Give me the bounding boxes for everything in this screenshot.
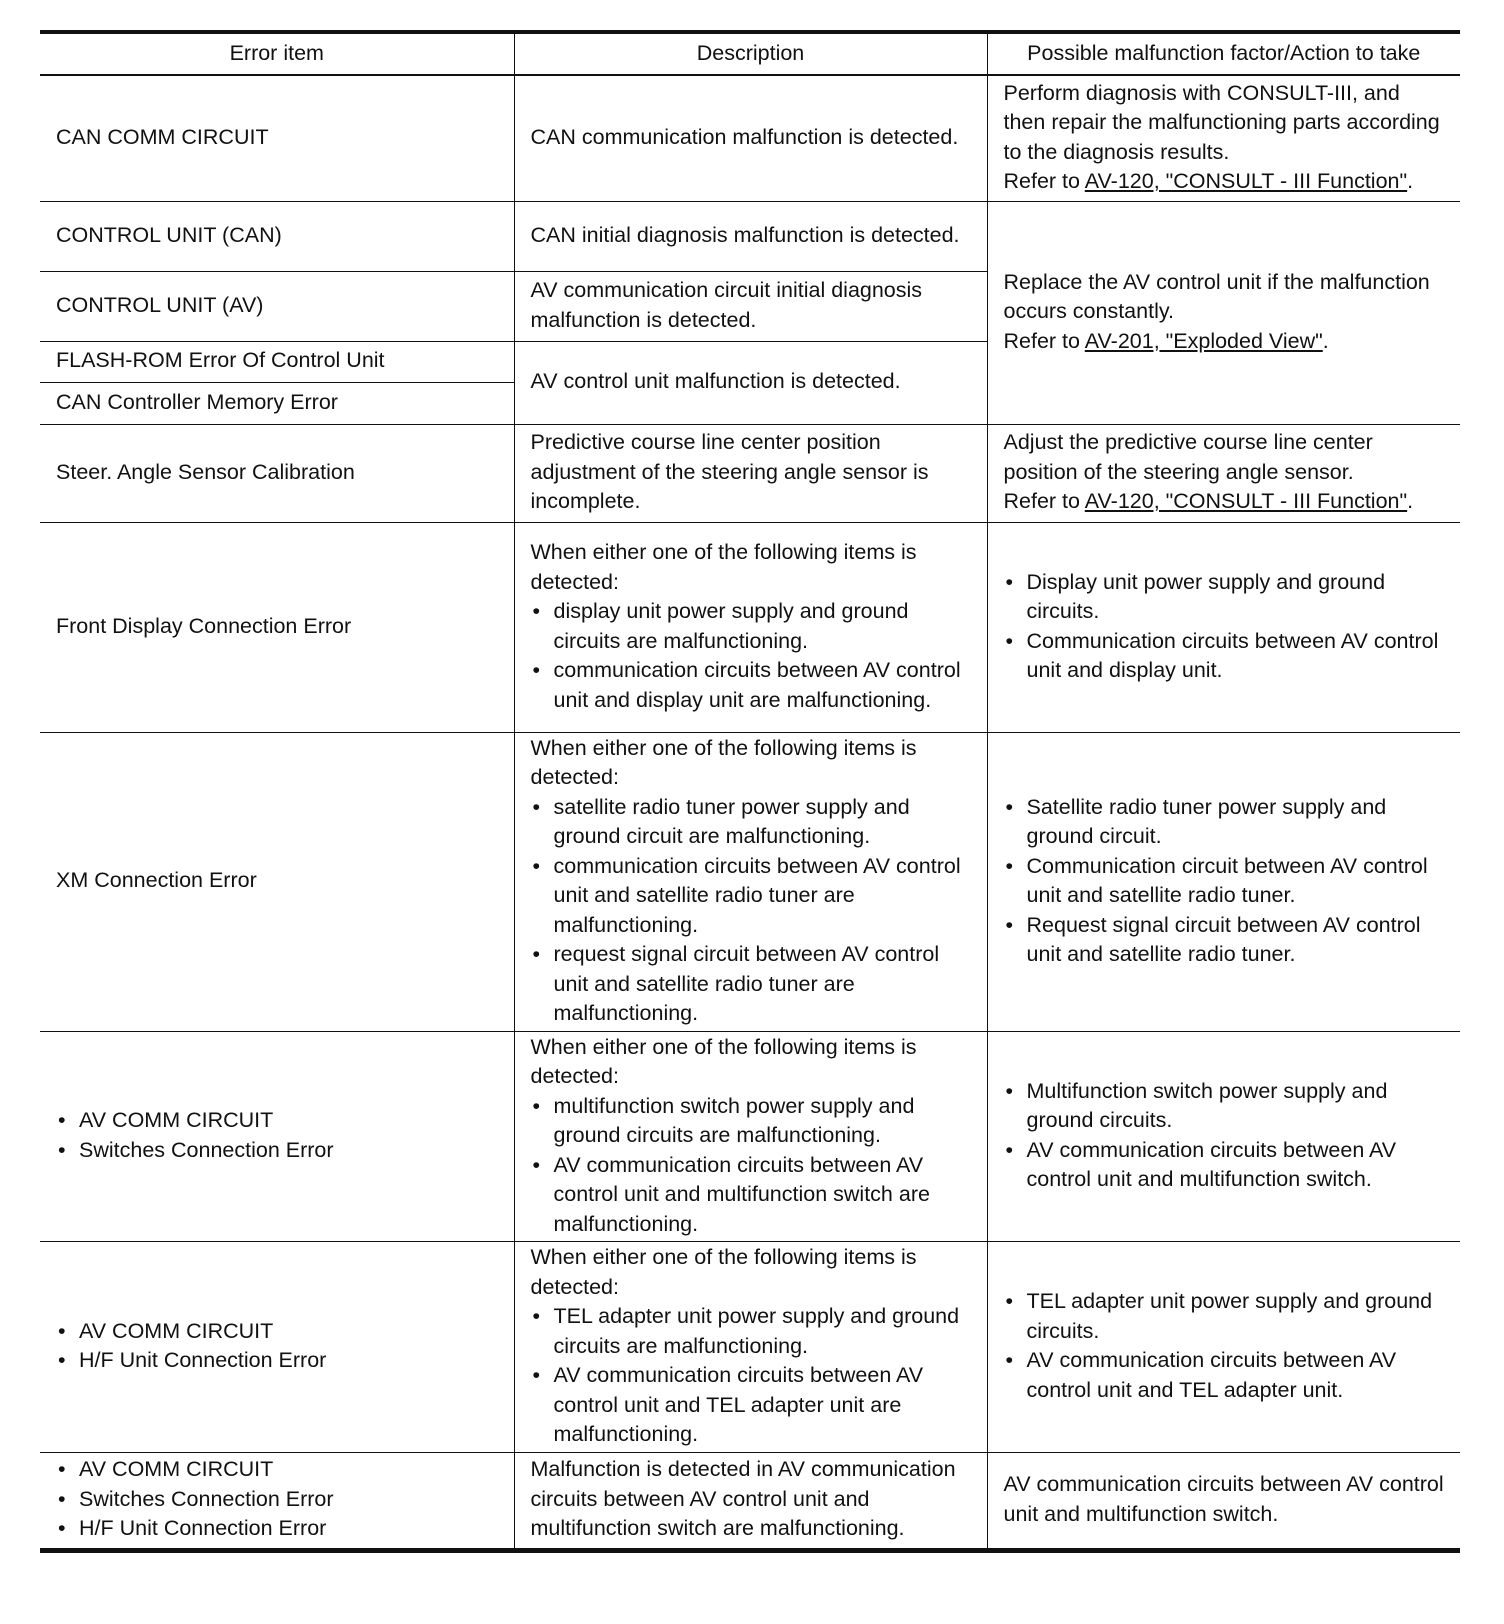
description-bullets — [531, 1302, 971, 1450]
description-cell — [514, 522, 987, 732]
list-item: • TEL adapter unit power supply and ground circuits are malfunctioning. — [531, 1302, 971, 1361]
error-item-table — [40, 30, 1460, 1553]
error-item-cell: CONTROL UNIT (AV) — [40, 271, 514, 341]
action-bullets — [1004, 793, 1445, 970]
list-item: • Switches Connection Error — [56, 1485, 498, 1515]
refer-prefix: Refer to — [1003, 328, 1085, 353]
action-cell — [987, 201, 1460, 424]
description-intro: When either one of the following items is detected: — [530, 540, 917, 594]
list-item: • AV communication circuits between AV control unit and multifunction switch are malfunctioning. — [531, 1151, 971, 1240]
refer-suffix: . — [1407, 489, 1414, 514]
list-item: • communication circuits between AV control unit and display unit are malfunctioning. — [531, 656, 971, 715]
error-item-cell — [40, 1452, 514, 1550]
table-row — [40, 1452, 1460, 1550]
table-row — [40, 732, 1460, 1031]
table-header-row — [40, 32, 1460, 75]
description-cell: AV communication circuit initial diagnosis malfunction is detected. — [514, 271, 987, 341]
list-item: • satellite radio tuner power supply and ground circuit are malfunctioning. — [531, 793, 971, 852]
table-row — [40, 1242, 1460, 1453]
list-item: • H/F Unit Connection Error — [56, 1514, 498, 1544]
table-row — [40, 522, 1460, 732]
description-bullets — [531, 1092, 971, 1240]
list-item: • Satellite radio tuner power supply and ground circuit. — [1004, 793, 1445, 852]
list-item: • Switches Connection Error — [56, 1136, 498, 1166]
error-item-cell: CONTROL UNIT (CAN) — [40, 201, 514, 271]
description-intro: When either one of the following items is detected: — [530, 1245, 917, 1299]
error-item-cell — [40, 1242, 514, 1453]
reference-link[interactable]: AV-201, "Exploded View" — [1084, 328, 1323, 353]
list-item: • display unit power supply and ground circuits are malfunctioning. — [531, 597, 971, 656]
document-page — [40, 30, 1460, 1553]
error-item-bullets — [56, 1317, 498, 1376]
description-cell: AV control unit malfunction is detected. — [514, 341, 987, 424]
action-cell — [987, 522, 1460, 732]
error-item-bullets — [56, 1106, 498, 1165]
refer-suffix: . — [1322, 328, 1329, 353]
table-row — [40, 424, 1460, 522]
reference-link[interactable]: AV-120, "CONSULT - III Function" — [1084, 169, 1408, 194]
list-item: • Communication circuits between AV control unit and display unit. — [1004, 627, 1445, 686]
list-item: • AV COMM CIRCUIT — [56, 1317, 498, 1347]
error-item-bullets — [56, 1455, 498, 1544]
action-text: Perform diagnosis with CONSULT-III, and then repair the malfunctioning parts according to the diagnosis results. — [1003, 80, 1440, 164]
description-intro: When either one of the following items is detected: — [530, 735, 917, 789]
action-cell — [987, 424, 1460, 522]
list-item: • TEL adapter unit power supply and ground circuits. — [1004, 1287, 1445, 1346]
list-item: • multifunction switch power supply and ground circuits are malfunctioning. — [531, 1092, 971, 1151]
refer-prefix: Refer to — [1003, 169, 1085, 194]
list-item: • Display unit power supply and ground circuits. — [1004, 568, 1445, 627]
list-item: • AV communication circuits between AV control unit and multifunction switch. — [1004, 1136, 1445, 1195]
action-bullets — [1004, 1287, 1445, 1405]
error-item-cell: CAN Controller Memory Error — [40, 382, 514, 424]
description-cell: CAN communication malfunction is detected. — [514, 75, 987, 201]
list-item: • Request signal circuit between AV control unit and satellite radio tuner. — [1004, 911, 1445, 970]
action-cell: AV communication circuits between AV control unit and multifunction switch. — [987, 1452, 1460, 1550]
table-row — [40, 1031, 1460, 1242]
description-cell — [514, 732, 987, 1031]
list-item: • AV communication circuits between AV control unit and TEL adapter unit. — [1004, 1346, 1445, 1405]
action-cell — [987, 75, 1460, 201]
table-row — [40, 75, 1460, 201]
list-item: • Communication circuit between AV control unit and satellite radio tuner. — [1004, 852, 1445, 911]
action-text: Replace the AV control unit if the malfunction occurs constantly. — [1003, 269, 1430, 324]
refer-suffix: . — [1407, 169, 1414, 194]
description-cell: CAN initial diagnosis malfunction is detected. — [514, 201, 987, 271]
list-item: • communication circuits between AV control unit and satellite radio tuner are malfunctioning. — [531, 852, 971, 941]
error-item-cell: FLASH-ROM Error Of Control Unit — [40, 341, 514, 382]
action-cell — [987, 732, 1460, 1031]
list-item: • AV COMM CIRCUIT — [56, 1106, 498, 1136]
refer-prefix: Refer to — [1003, 489, 1085, 514]
list-item: • AV communication circuits between AV control unit and TEL adapter unit are malfunctioning. — [531, 1361, 971, 1450]
action-cell — [987, 1031, 1460, 1242]
description-bullets — [531, 793, 971, 1029]
header-error-item: Error item — [40, 32, 514, 75]
action-cell — [987, 1242, 1460, 1453]
description-cell — [514, 1031, 987, 1242]
list-item: • request signal circuit between AV control unit and satellite radio tuner are malfunctioning. — [531, 940, 971, 1029]
header-action: Possible malfunction factor/Action to take — [987, 32, 1460, 75]
description-cell: Predictive course line center position adjustment of the steering angle sensor is incomplete. — [514, 424, 987, 522]
description-intro: When either one of the following items is detected: — [530, 1034, 917, 1088]
error-item-cell: Steer. Angle Sensor Calibration — [40, 424, 514, 522]
description-cell: Malfunction is detected in AV communication circuits between AV control unit and multifunction switch are malfunctioning. — [514, 1452, 987, 1550]
error-item-cell: Front Display Connection Error — [40, 522, 514, 732]
action-bullets — [1004, 568, 1445, 686]
list-item: • AV COMM CIRCUIT — [56, 1455, 498, 1485]
description-cell — [514, 1242, 987, 1453]
action-text: Adjust the predictive course line center position of the steering angle sensor. — [1003, 430, 1373, 484]
description-bullets — [531, 597, 971, 715]
error-item-cell — [40, 1031, 514, 1242]
error-item-cell: XM Connection Error — [40, 732, 514, 1031]
header-description: Description — [514, 32, 987, 75]
list-item: • Multifunction switch power supply and ground circuits. — [1004, 1077, 1445, 1136]
table-row — [40, 201, 1460, 271]
action-bullets — [1004, 1077, 1445, 1195]
list-item: • H/F Unit Connection Error — [56, 1346, 498, 1376]
reference-link[interactable]: AV-120, "CONSULT - III Function" — [1084, 489, 1408, 514]
error-item-cell: CAN COMM CIRCUIT — [40, 75, 514, 201]
